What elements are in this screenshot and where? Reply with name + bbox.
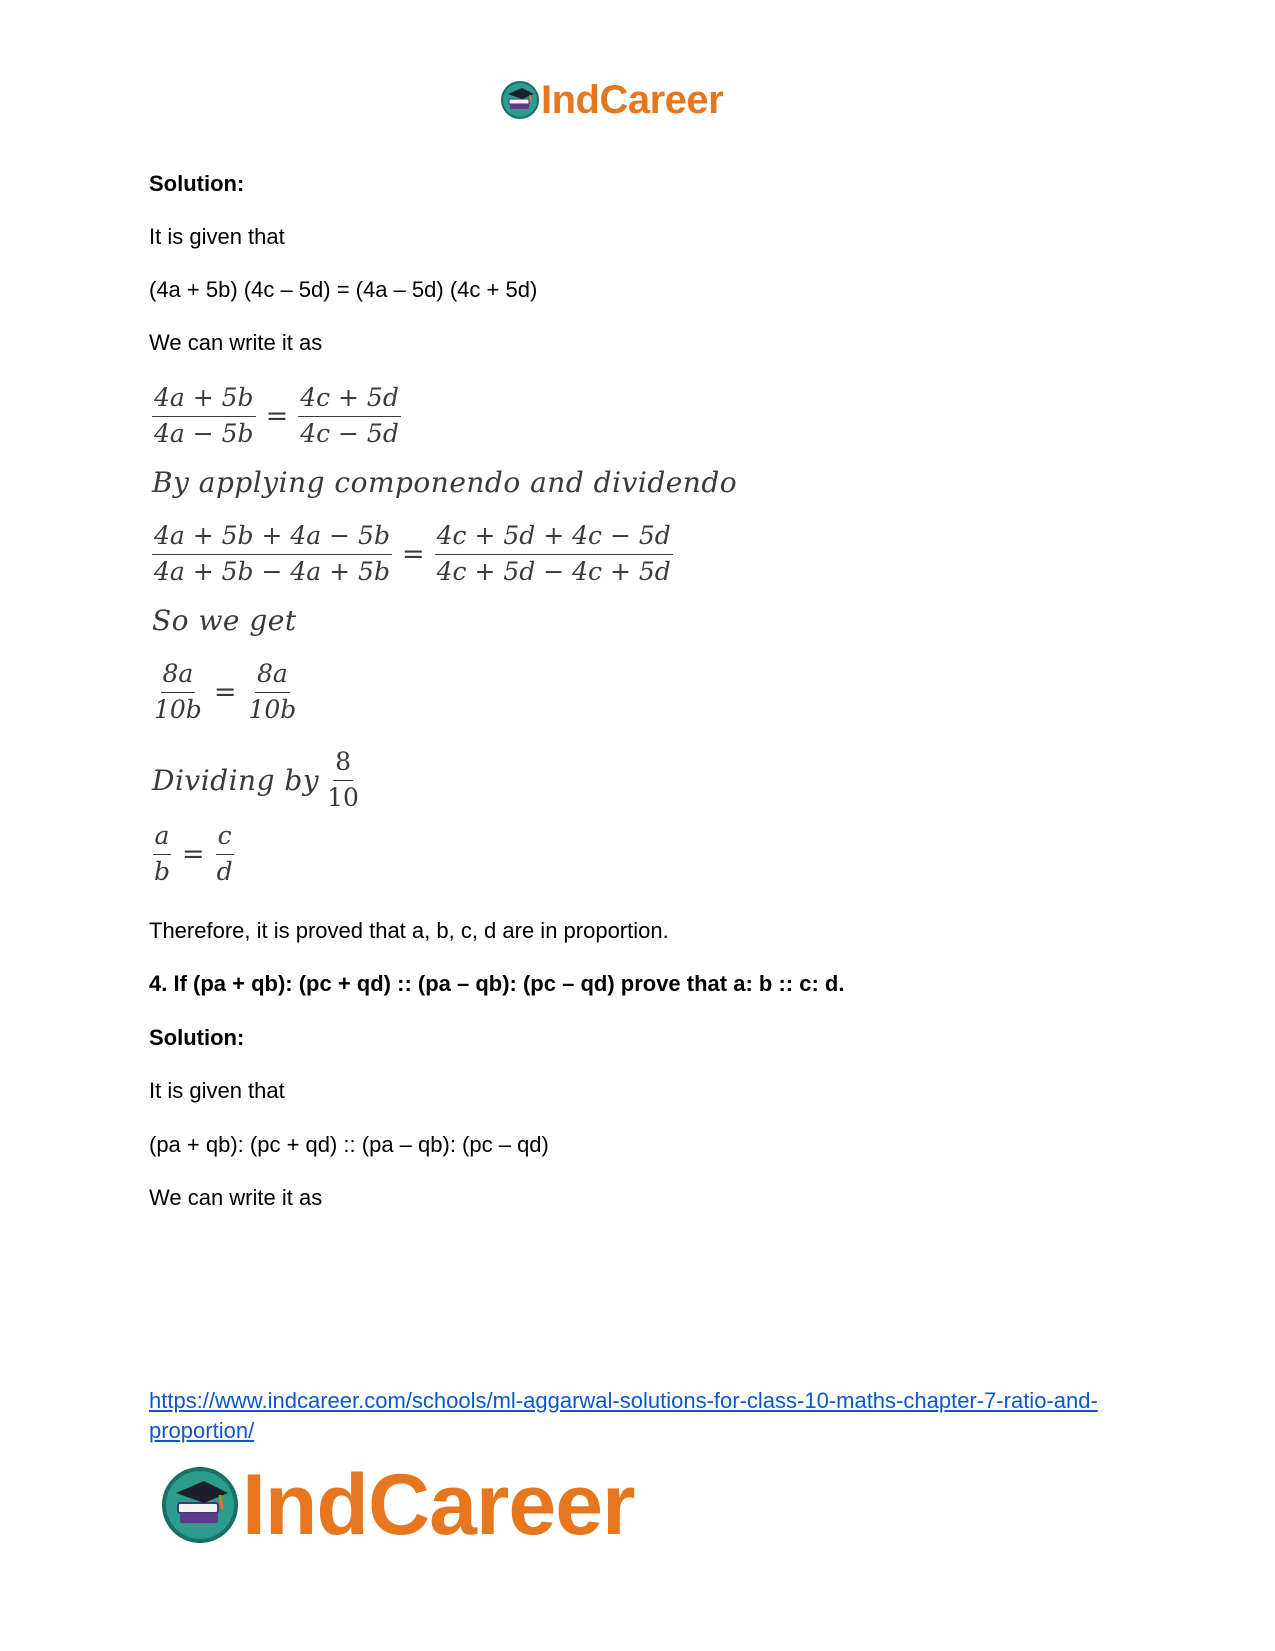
fraction: $\frac{4c + 5d + 4c - 5d}{4c + 5d - 4c + 5d}$	[436, 521, 671, 586]
brand-wordmark: IndCareer	[541, 78, 724, 122]
write-as-text: We can write it as	[149, 330, 323, 355]
math-equation-1: $\frac{4a + 5b}{4a - 5b}$ = $\frac{4c + 5d}{4c - 5d}$	[154, 383, 399, 448]
given-text: It is given that	[149, 224, 285, 249]
math-equation-2: $\frac{4a + 5b + 4a - 5b}{4a + 5b - 4a + 5b}$ = $\frac{4c + 5d + 4c - 5d}{4c + 5d - 4c + 5d}$	[154, 521, 671, 586]
fraction: $\frac{c}{d}$	[216, 821, 233, 886]
conclusion-text: Therefore, it is proved that a, b, c, d are in proportion.	[149, 918, 669, 943]
given-equation: (pa + qb): (pc + qd) :: (pa – qb): (pc – qd)	[149, 1132, 549, 1157]
fraction: $\frac{8}{10}$	[327, 747, 359, 812]
fraction: $\frac{a}{b}$	[154, 821, 171, 886]
math-equation-3: $\frac{8a}{10b}$ = $\frac{8a}{10b}$	[154, 659, 297, 724]
solution-heading: Solution:	[149, 171, 245, 196]
dividing-by-line	[152, 748, 361, 813]
footer-logo	[160, 1457, 635, 1553]
brand-wordmark: IndCareer	[242, 1457, 635, 1553]
fraction: $\frac{4a + 5b + 4a - 5b}{4a + 5b - 4a + 5b}$	[154, 521, 390, 586]
componendo-text: By applying componendo and dividendo	[152, 466, 738, 499]
header-logo	[500, 80, 723, 120]
fraction: $\frac{4c + 5d}{4c - 5d}$	[300, 383, 399, 448]
so-we-get-text: So we get	[152, 604, 297, 637]
fraction: $\frac{8a}{10b}$	[248, 659, 297, 724]
fraction: $\frac{8a}{10b}$	[154, 659, 202, 724]
source-url-link[interactable]: https://www.indcareer.com/schools/ml-aggarwal-solutions-for-class-10-maths-chapter-7-ratio-and-proportion/	[149, 1388, 1098, 1443]
math-equation-4: $\frac{a}{b}$ = $\frac{c}{d}$	[154, 821, 233, 886]
write-as-text: We can write it as	[149, 1185, 323, 1210]
given-equation: (4a + 5b) (4c – 5d) = (4a – 5d) (4c + 5d)	[149, 277, 538, 302]
fraction: $\frac{4a + 5b}{4a - 5b}$	[154, 383, 254, 448]
question-4-heading: 4. If (pa + qb): (pc + qd) :: (pa – qb): (pc – qd) prove that a: b :: c: d.	[149, 971, 845, 996]
dividing-by-text: Dividing by	[152, 763, 320, 797]
given-text: It is given that	[149, 1078, 285, 1103]
book-globe-logo-icon	[160, 1465, 240, 1545]
solution-heading: Solution:	[149, 1025, 245, 1050]
book-globe-logo-icon	[500, 80, 540, 120]
